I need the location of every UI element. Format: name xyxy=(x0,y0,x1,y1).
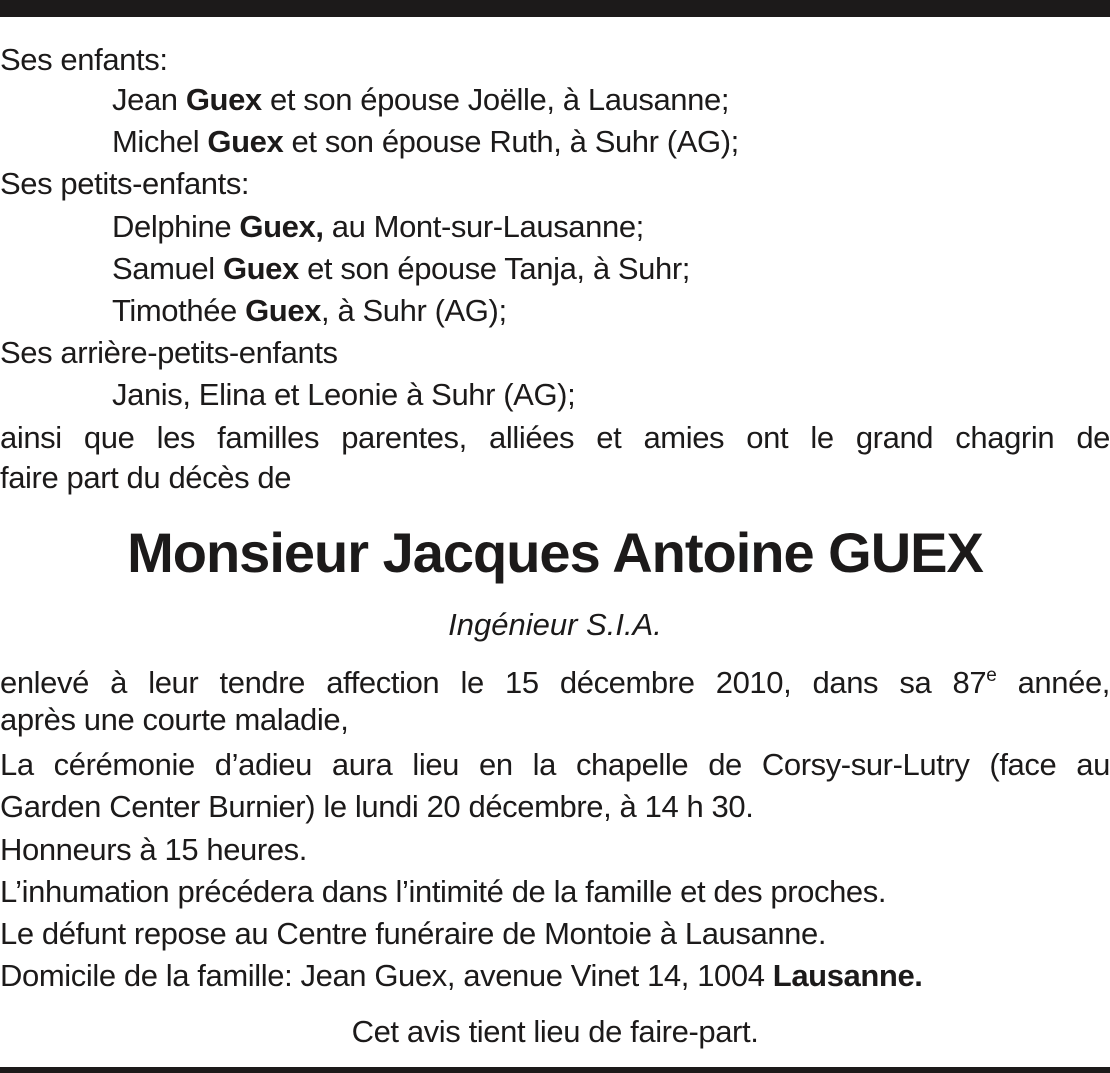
child-entry xyxy=(112,80,1110,120)
deceased-name: Monsieur Jacques Antoine GUEX xyxy=(127,521,983,584)
grandchild-details: au Mont-sur-Lausanne; xyxy=(323,209,644,244)
grandchild-entry xyxy=(112,249,1110,289)
child-first-name: Jean xyxy=(112,82,178,117)
ordinal-suffix: e xyxy=(986,665,997,686)
child-surname: Guex xyxy=(207,124,284,159)
ceremony-line: La cérémonie d’adieu aura lieu en la chapelle de Corsy-sur-Lutry (face au xyxy=(0,747,1110,782)
grandchild-details: , à Suhr (AG); xyxy=(321,293,507,328)
death-line: après une courte maladie, xyxy=(0,702,349,737)
burial-line: L’inhumation précédera dans l’intimité de la famille et des proches. xyxy=(0,874,887,909)
honors-line: Honneurs à 15 heures. xyxy=(0,832,307,867)
grandchild-surname: Guex xyxy=(222,251,299,286)
grandchildren-heading: Ses petits-enfants: xyxy=(0,166,250,201)
grandchild-surname: Guex, xyxy=(239,209,324,244)
announcement-line: ainsi que les familles parentes, alliées et amies ont le grand chagrin de xyxy=(0,420,1110,455)
grandchild-entry xyxy=(112,207,1110,247)
great-grandchildren-entry: Janis, Elina et Leonie à Suhr (AG); xyxy=(112,377,576,412)
grandchild-first-name: Timothée xyxy=(112,293,237,328)
child-first-name: Michel xyxy=(112,124,200,159)
rest-place-line: Le défunt repose au Centre funéraire de Montoie à Lausanne. xyxy=(0,916,827,951)
grandchild-entry xyxy=(112,291,1110,331)
grandchild-surname: Guex xyxy=(245,293,322,328)
child-details: et son épouse Joëlle, à Lausanne; xyxy=(261,82,730,117)
closing-note: Cet avis tient lieu de faire-part. xyxy=(351,1014,759,1049)
death-text-end: année, xyxy=(996,665,1110,700)
grandchild-first-name: Delphine xyxy=(112,209,232,244)
child-details: et son épouse Ruth, à Suhr (AG); xyxy=(283,124,739,159)
children-heading: Ses enfants: xyxy=(0,42,168,77)
announcement-line: faire part du décès de xyxy=(0,460,292,495)
death-text: enlevé à leur tendre affection le 15 décembre 2010, dans sa 87 xyxy=(0,665,987,700)
child-entry xyxy=(112,122,1110,162)
bottom-rule xyxy=(0,1067,1110,1073)
grandchild-first-name: Samuel xyxy=(112,251,215,286)
grandchild-details: et son épouse Tanja, à Suhr; xyxy=(298,251,690,286)
domicile-line xyxy=(0,956,1110,996)
deceased-title: Ingénieur S.I.A. xyxy=(448,607,662,642)
great-grandchildren-heading: Ses arrière-petits-enfants xyxy=(0,335,338,370)
ceremony-line: Garden Center Burnier) le lundi 20 décembre, à 14 h 30. xyxy=(0,789,754,824)
domicile-city: Lausanne. xyxy=(772,958,923,993)
domicile-address: Domicile de la famille: Jean Guex, avenue Vinet 14, 1004 xyxy=(0,958,773,993)
top-rule xyxy=(0,0,1110,17)
child-surname: Guex xyxy=(185,82,262,117)
death-line xyxy=(0,663,1110,703)
